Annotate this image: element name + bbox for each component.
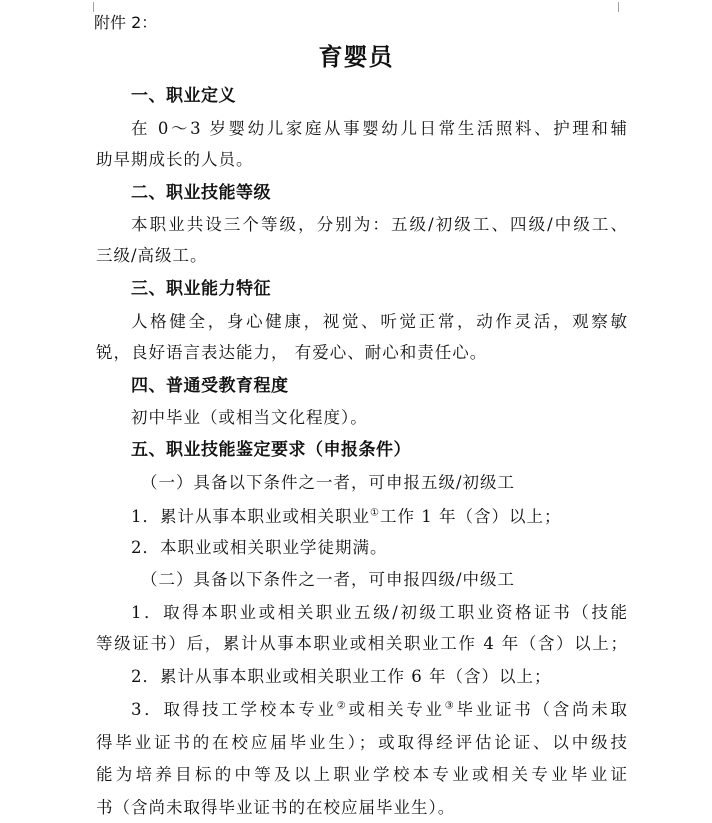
list-item: 2．累计从事本职业或相关职业工作 6 年（含）以上； (131, 667, 552, 686)
list-item-text: 工作 1 年（含）以上； (379, 507, 562, 526)
list-item (131, 698, 628, 722)
subsection-heading-level5: （一）具备以下条件之一者，可申报五级/初级工 (141, 473, 516, 492)
paragraph-line: 锐，良好语言表达能力， 有爱心、耐心和责任心。 (96, 343, 488, 362)
attachment-label: 附件 2： (94, 13, 158, 32)
section-heading-requirements: 五、职业技能鉴定要求（申报条件） (131, 440, 411, 460)
section-heading-ability: 三、职业能力特征 (131, 279, 271, 299)
list-item-text: 3．取得技工学校本专业 (131, 700, 337, 719)
paragraph-line: 等级证书）后，累计从事本职业或相关职业工作 4 年（含）以上； (96, 634, 628, 653)
paragraph-line: 三级/高级工。 (96, 246, 208, 265)
list-item: 1．取得本职业或相关职业五级/初级工职业资格证书（技能 (131, 603, 628, 622)
paragraph-line: 助早期成长的人员。 (96, 150, 254, 169)
list-item (131, 505, 628, 529)
paragraph-line: 能为培养目标的中等及以上职业学校本专业或相关专业毕业证 (96, 765, 628, 784)
list-item-text: 或相关专业 (348, 700, 445, 719)
paragraph-line: 得毕业证书的在校应届毕业生）；或取得经评估论证、以中级技 (96, 733, 628, 752)
page-corner-mark-right (618, 2, 629, 12)
list-item-text: 1．累计从事本职业或相关职业 (131, 507, 370, 526)
footnote-marker: ① (370, 507, 380, 519)
paragraph-line: 初中毕业（或相当文化程度）。 (131, 408, 368, 427)
footnote-marker: ② (336, 700, 349, 712)
page-corner-mark-left (83, 2, 94, 12)
subsection-heading-level4: （二）具备以下条件之一者，可申报四级/中级工 (141, 570, 516, 589)
section-heading-skill-levels: 二、职业技能等级 (131, 183, 271, 203)
paragraph-line: 书（含尚未取得毕业证书的在校应届毕业生）。 (96, 798, 456, 817)
section-heading-definition: 一、职业定义 (131, 86, 236, 106)
section-heading-education: 四、普通受教育程度 (131, 376, 289, 396)
paragraph-line: 本职业共设三个等级，分别为：五级/初级工、四级/中级工、 (131, 215, 628, 234)
list-item: 2．本职业或相关职业学徒期满。 (131, 538, 388, 557)
document-title: 育婴员 (318, 43, 394, 71)
footnote-marker: ③ (444, 700, 457, 712)
paragraph-line: 人格健全，身心健康，视觉、听觉正常，动作灵活，观察敏 (131, 312, 628, 331)
list-item-text: 毕业证书（含尚未取 (456, 700, 629, 719)
paragraph-line: 在 0～3 岁婴幼儿家庭从事婴幼儿日常生活照料、护理和辅 (131, 119, 628, 138)
